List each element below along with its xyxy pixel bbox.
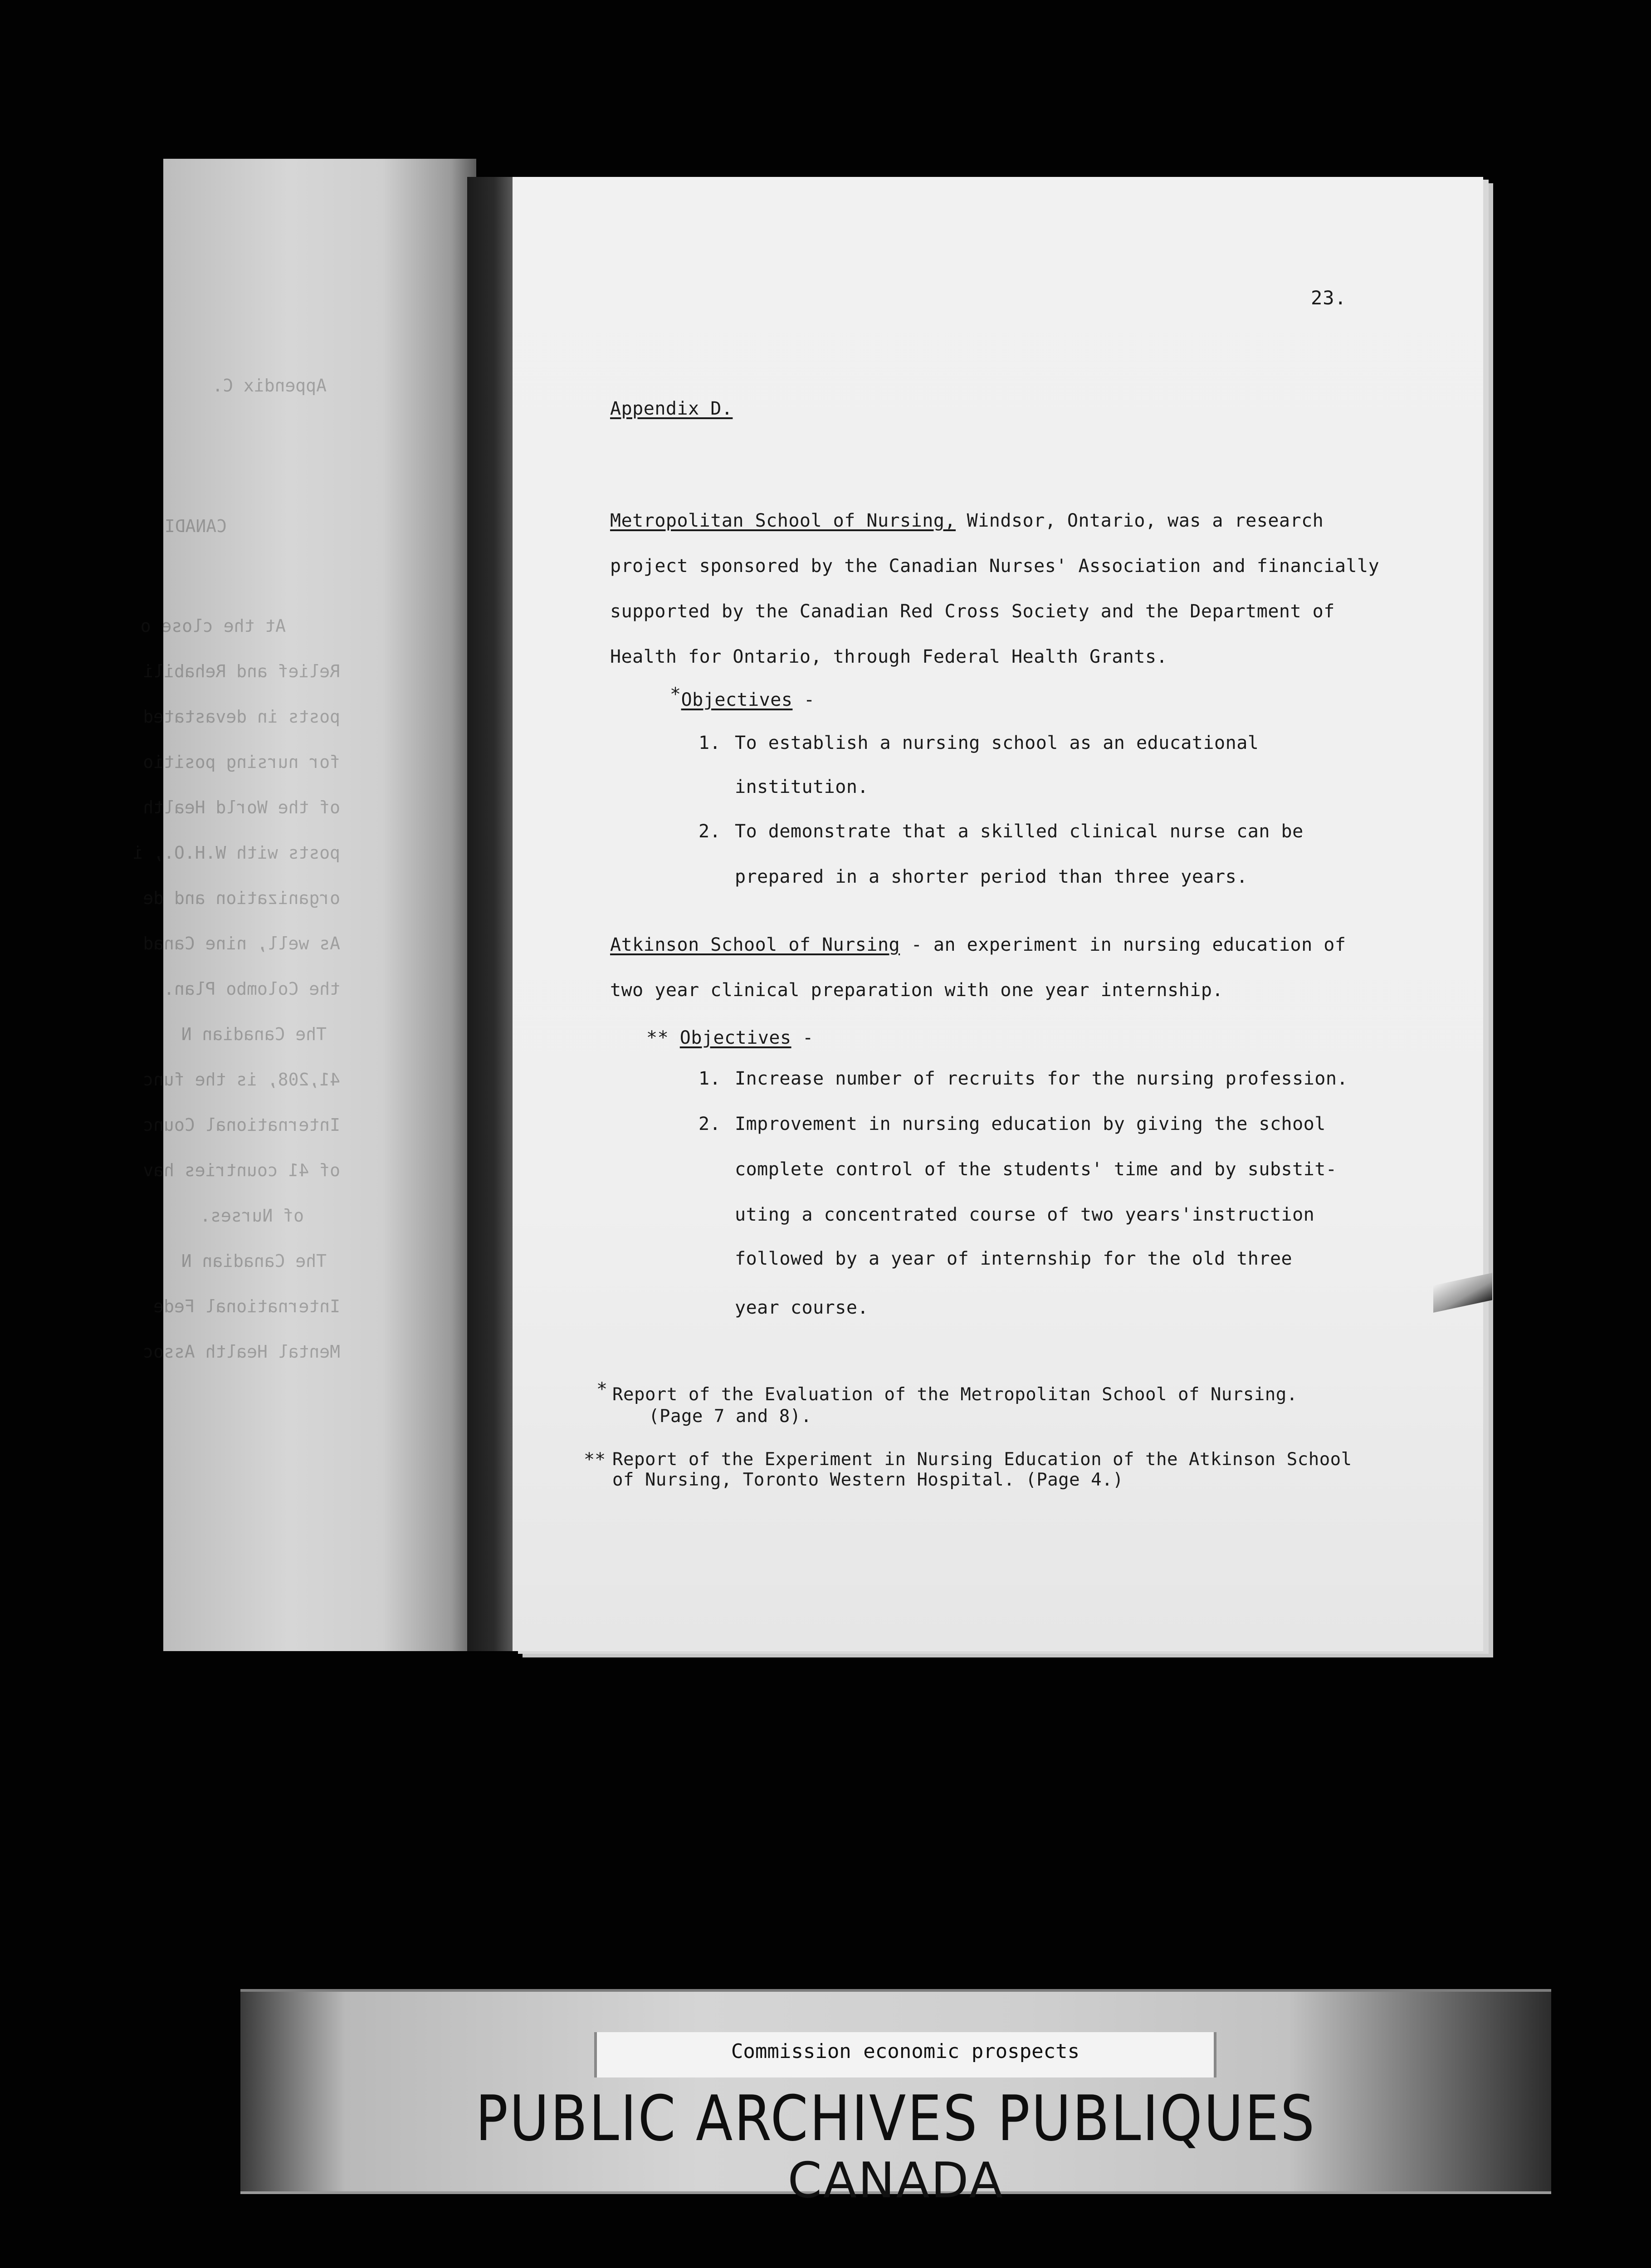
ghost-line: Relief and Rehabili: [143, 661, 340, 681]
item-line: institution.: [735, 777, 869, 797]
item-line: uting a concentrated course of two years'instruction: [735, 1204, 1315, 1225]
ghost-line: Appendix C.: [212, 376, 327, 396]
section1-line: supported by the Canadian Red Cross Society and the Department of: [610, 601, 1335, 622]
item-line: complete control of the students' time and by substit-: [735, 1159, 1337, 1180]
page-number: 23.: [1311, 287, 1347, 309]
section2-line: two year clinical preparation with one year internship.: [610, 980, 1224, 1001]
item-line: followed by a year of internship for the old three: [735, 1248, 1293, 1269]
ghost-line: posts with W.H.O., i: [132, 843, 340, 863]
footnote-marker: **: [646, 1027, 669, 1048]
item-line: prepared in a shorter period than three years.: [735, 866, 1248, 887]
item-line: To demonstrate that a skilled clinical nurse can be: [735, 821, 1304, 842]
item-line: To establish a nursing school as an educational: [735, 733, 1259, 753]
ghost-line: As well, nine Canad: [143, 934, 340, 953]
footnote-marker: *: [596, 1379, 608, 1400]
ghost-line: 41,208, is the func: [143, 1070, 340, 1090]
section1-line: Windsor, Ontario, was a research: [956, 510, 1324, 531]
ghost-line: Mental Health Assoc: [143, 1342, 340, 1362]
footnote-line: Report of the Experiment in Nursing Education of the Atkinson School: [612, 1449, 1352, 1470]
section1-line: project sponsored by the Canadian Nurses' Association and financially: [610, 556, 1380, 577]
item-line: year course.: [735, 1297, 869, 1318]
section2-objectives: [646, 1027, 814, 1048]
objectives-label: Objectives: [679, 1027, 791, 1048]
section1-title: Metropolitan School of Nursing,: [610, 510, 956, 531]
section1-first-line: [610, 510, 1324, 531]
item-number: 1.: [698, 733, 721, 753]
ghost-line: International Fede: [153, 1296, 340, 1316]
verso-ghost-text: [132, 159, 476, 1651]
footnote-marker: *: [670, 684, 681, 705]
ghost-line: The Canadian N: [181, 1251, 327, 1271]
section2-line: - an experiment in nursing education of: [900, 934, 1346, 955]
section1-objectives: [670, 684, 815, 710]
ghost-line: International Counc: [143, 1115, 340, 1135]
archives-title: PUBLIC ARCHIVES PUBLIQUES: [475, 2082, 1316, 2155]
objectives-dash: -: [791, 1027, 814, 1048]
verso-page: [132, 159, 476, 1651]
ghost-line: of Nurses.: [200, 1206, 304, 1226]
section1-line: Health for Ontario, through Federal Health Grants.: [610, 646, 1168, 667]
footnote-line: of Nursing, Toronto Western Hospital. (Page 4.): [612, 1470, 1124, 1490]
section2-title: Atkinson School of Nursing: [610, 934, 900, 955]
ghost-line: At the close o: [140, 616, 286, 636]
objectives-dash: -: [792, 689, 815, 710]
ghost-line: organization and de: [143, 888, 340, 908]
footnote-marker: **: [584, 1449, 606, 1470]
collection-tag-text: Commission economic prospects: [731, 2040, 1080, 2063]
archives-country: CANADA: [787, 2152, 1004, 2209]
footnote-line: (Page 7 and 8).: [649, 1406, 812, 1427]
item-number: 1.: [698, 1068, 721, 1089]
item-number: 2.: [698, 1114, 721, 1134]
item-line: Increase number of recruits for the nursing profession.: [735, 1068, 1348, 1089]
ghost-line: posts in devastated: [143, 707, 340, 727]
ghost-line: of 41 countries hav: [143, 1160, 340, 1180]
section2-first-line: [610, 934, 1346, 955]
item-number: 2.: [698, 821, 721, 842]
ghost-line: The Canadian N: [181, 1024, 327, 1044]
objectives-label: Objectives: [681, 689, 793, 710]
ghost-line: CANADI: [164, 516, 227, 536]
ghost-line: the Colombo Plan.: [164, 979, 340, 999]
appendix-heading: Appendix D.: [610, 398, 733, 419]
ghost-line: of the World Health: [143, 797, 340, 817]
footnote-line: Report of the Evaluation of the Metropolitan School of Nursing.: [612, 1384, 1298, 1405]
item-line: Improvement in nursing education by giving the school: [735, 1114, 1326, 1134]
ghost-line: for nursing positio: [143, 752, 340, 772]
